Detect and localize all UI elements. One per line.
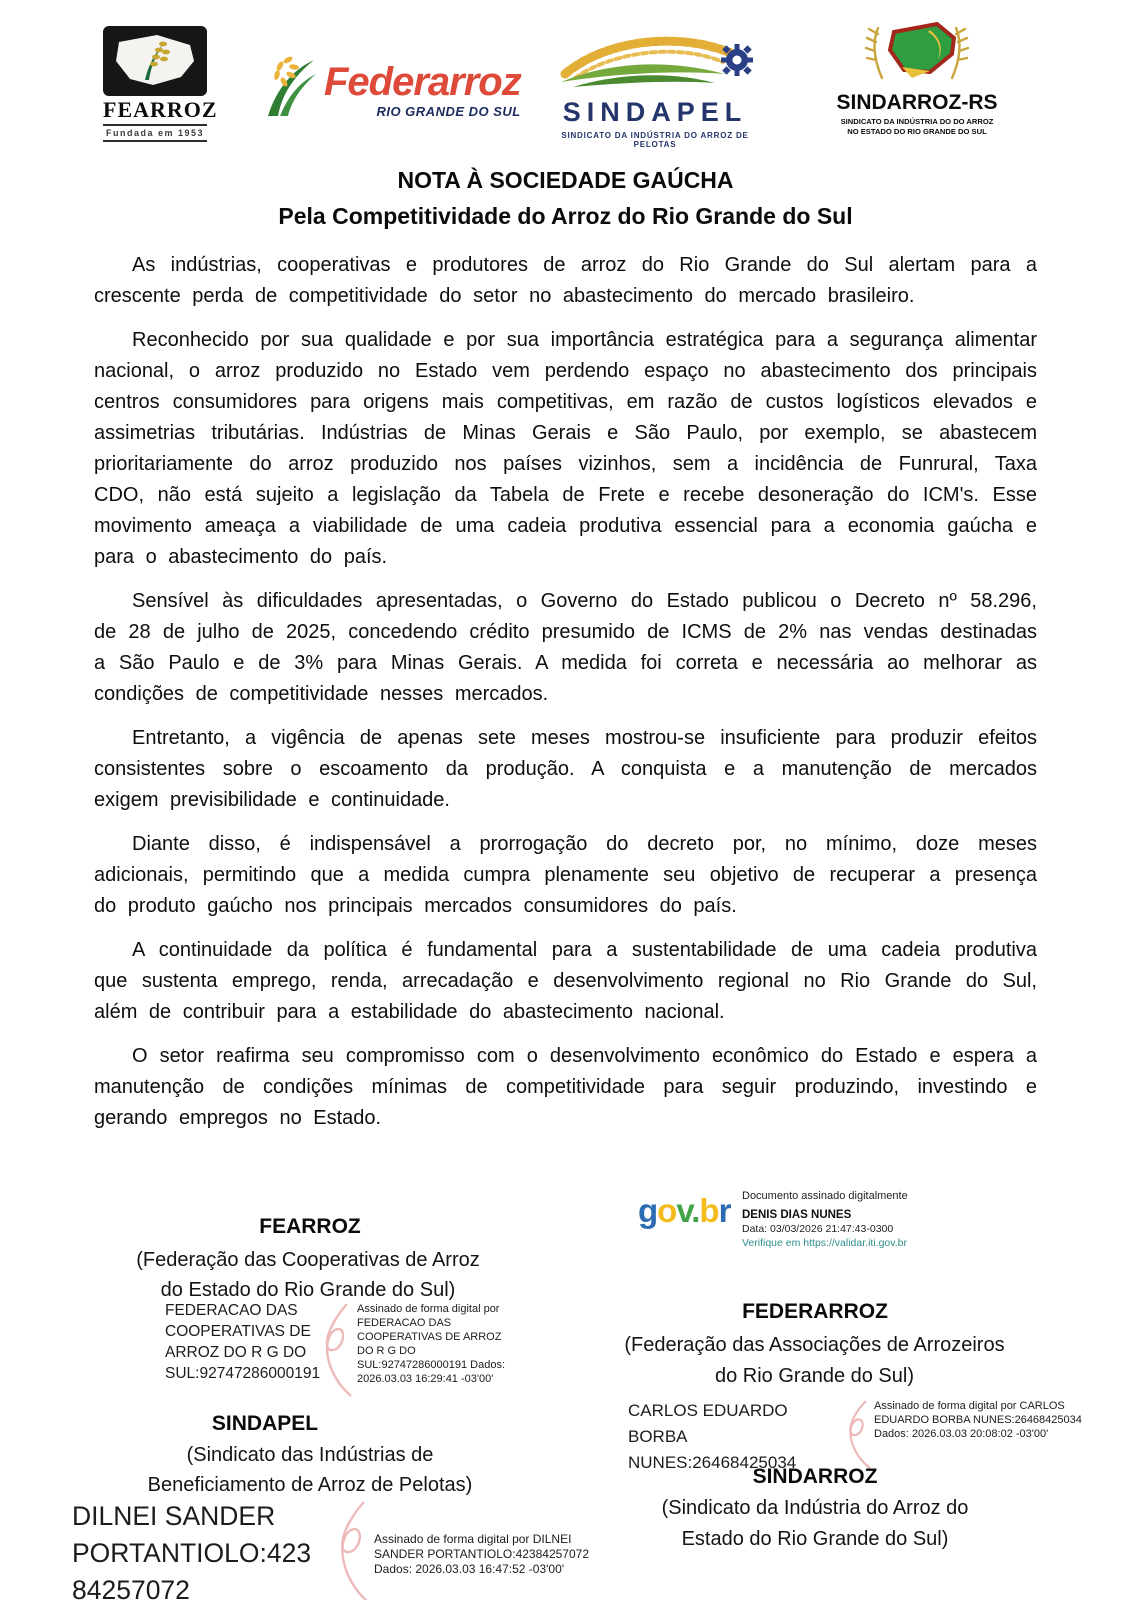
fearroz-signature-title: FEARROZ [259, 1215, 361, 1238]
paragraph-3: Sensível às dificuldades apresentadas, o Governo do Estado publicou o Decreto nº 58.296, de 28 de julho de 2025, concedendo crédito presumido de ICMS de 2% nas vendas destinadas a São Paulo e de 3% para Minas Gerais. A medida foi correta e necessária ao melhorar as condições de competitividade nesses mercados. [94, 590, 1037, 705]
federarroz-signature-title: FEDERARROZ [742, 1300, 888, 1323]
sindapel-signature-title: SINDAPEL [211, 1412, 319, 1435]
document-title-line2: Pela Competitividade do Arroz do Rio Grande do Sul [278, 203, 853, 229]
fearroz-cert-name: FEDERACAO DAS COOPERATIVAS DE ARROZ DO R G DO SUL:92747286000191 [165, 1302, 321, 1382]
federarroz-logo-name: Federarroz [324, 60, 521, 104]
sindarroz-logo-tagline-2: NO ESTADO DO RIO GRANDE DO SUL [847, 126, 987, 136]
sindapel-logo-name: SINDAPEL [562, 97, 748, 127]
sindarroz-rs-logo [826, 20, 1008, 136]
document-title [0, 162, 1131, 234]
govbr-letter-v: v [676, 1192, 692, 1229]
stamp-signer-name: DENIS DIAS NUNES [742, 1209, 852, 1221]
federarroz-cert-name: CARLOS EDUARDO BORBA NUNES:26468425034 [628, 1401, 797, 1472]
signature-squiggle-icon [328, 1498, 374, 1600]
stamp-verify-url: Verifique em https://validar.iti.gov.br [742, 1237, 907, 1249]
signature-squiggle-icon [313, 1300, 357, 1405]
federarroz-cert-details: Assinado de forma digital por CARLOS EDUARDO BORBA NUNES:26468425034 Dados: 2026.03.03 20:08:02 -03'00' [874, 1400, 1082, 1440]
sindapel-cert-name: DILNEI SANDER PORTANTIOLO:423 84257072 [72, 1501, 312, 1600]
sindapel-signature-subtitle: (Sindicato das Indústrias de Beneficiamento de Arroz de Pelotas) [147, 1444, 473, 1496]
fearroz-logo-tagline: Fundada em 1953 [103, 124, 207, 142]
govbr-letter-o: o [657, 1192, 677, 1229]
stamp-header: Documento assinado digitalmente [742, 1190, 908, 1202]
fearroz-signature-subtitle: (Federação das Cooperativas de Arroz do Estado do Rio Grande do Sul) [136, 1249, 480, 1301]
govbr-letter-g: g [638, 1192, 658, 1229]
sindarroz-logo-tagline-1: SINDICATO DA INDÚSTRIA DO DO ARROZ [840, 117, 994, 126]
fearroz-logo [103, 26, 218, 142]
govbr-letter-dot: . [691, 1192, 700, 1229]
signature-squiggle-icon [840, 1398, 874, 1475]
fearroz-logo-name: FEARROZ [103, 97, 218, 122]
sindapel-wheat-gear-icon [553, 77, 758, 94]
sindapel-cert-details: Assinado de forma digital por DILNEI SANDER PORTANTIOLO:42384257072 Dados: 2026.03.03 16:47:52 -03'00' [374, 1532, 589, 1576]
federarroz-logo-region: RIO GRANDE DO SUL [376, 104, 521, 119]
fearroz-digital-certificate [165, 1300, 519, 1405]
paragraph-4: Entretanto, a vigência de apenas sete meses mostrou-se insuficiente para produzir efeitos consistentes sobre o escoamento da produção. A conquista e a manutenção de mercados exigem previsibilidade e continuidade. [94, 727, 1037, 811]
paragraph-1: As indústrias, cooperativas e produtores de arroz do Rio Grande do Sul alertam para a crescente perda de competitividade do setor no abastecimento do mercado brasileiro. [94, 254, 1037, 307]
sindapel-logo-tagline: SINDICATO DA INDÚSTRIA DO ARROZ DE PELOTAS [561, 131, 749, 149]
federarroz-signature-subtitle: (Federação das Associações de Arrozeiros do Rio Grande do Sul) [624, 1334, 1005, 1387]
federarroz-wheat-icon [262, 52, 320, 129]
govbr-letter-b: b [699, 1192, 719, 1229]
paragraph-2: Reconhecido por sua qualidade e por sua importância estratégica para a segurança alimentar nacional, o arroz produzido no Estado vem perdendo espaço no abastecimento dos principais centros consumidores para origens mais competitivas, em razão de custos logísticos elevados e assimetrias tributárias. Indústrias de Minas Gerais e São Paulo, por exemplo, se abastecem prioritariamente do arroz produzido nos países vizinhos, sem a incidência de Funrural, Taxa CDO, não está sujeito a legislação da Tabela de Frete e recebe desoneração do ICM's. Esse movimento ameaça a viabilidade de uma cadeia produtiva essencial para a economia gaúcha e para o abastecimento do país. [94, 329, 1037, 568]
sindarroz-signature-subtitle: (Sindicato da Indústria do Arroz do Estado do Rio Grande do Sul) [661, 1497, 969, 1550]
fearroz-map-icon [103, 26, 207, 96]
paragraph-5: Diante disso, é indispensável a prorrogação do decreto por, no mínimo, doze meses adicionais, permitindo que a medida cumpra plenamente seu objetivo de recuperar a presença do produto gaúcho nos principais mercados consumidores do país. [94, 833, 1037, 917]
sindapel-logo [549, 30, 761, 149]
govbr-letter-r: r [718, 1192, 731, 1229]
sindarroz-signature-title: SINDARROZ [752, 1465, 878, 1488]
fearroz-cert-details: Assinado de forma digital por FEDERACAO DAS COOPERATIVAS DE ARROZ DO R G DO SUL:92747286000191 Dados: 2026.03.03 16:29:41 -03'00' [357, 1303, 506, 1385]
paragraph-6: A continuidade da política é fundamental para a sustentabilidade de uma cadeia produtiva que sustenta emprego, renda, arrecadação e desenvolvimento regional no Rio Grande do Sul, além de contribuir para a estabilidade do abastecimento nacional. [94, 939, 1037, 1023]
govbr-stamp [742, 1190, 1032, 1249]
sindapel-digital-certificate [72, 1498, 614, 1600]
sindarroz-logo-name: SINDARROZ-RS [836, 91, 998, 114]
paragraph-7: O setor reafirma seu compromisso com o desenvolvimento econômico do Estado e espera a manutenção de condições mínimas de competitividade para seguir produzindo, investindo e gerando empregos no Estado. [94, 1045, 1037, 1129]
document-title-line1: NOTA À SOCIEDADE GAÚCHA [397, 167, 734, 193]
document-body [94, 250, 1037, 1147]
federarroz-logo [262, 52, 521, 129]
sindarroz-map-wheat-icon [842, 71, 992, 88]
stamp-date: Data: 03/03/2026 21:47:43-0300 [742, 1223, 894, 1235]
govbr-logo [638, 1194, 730, 1227]
